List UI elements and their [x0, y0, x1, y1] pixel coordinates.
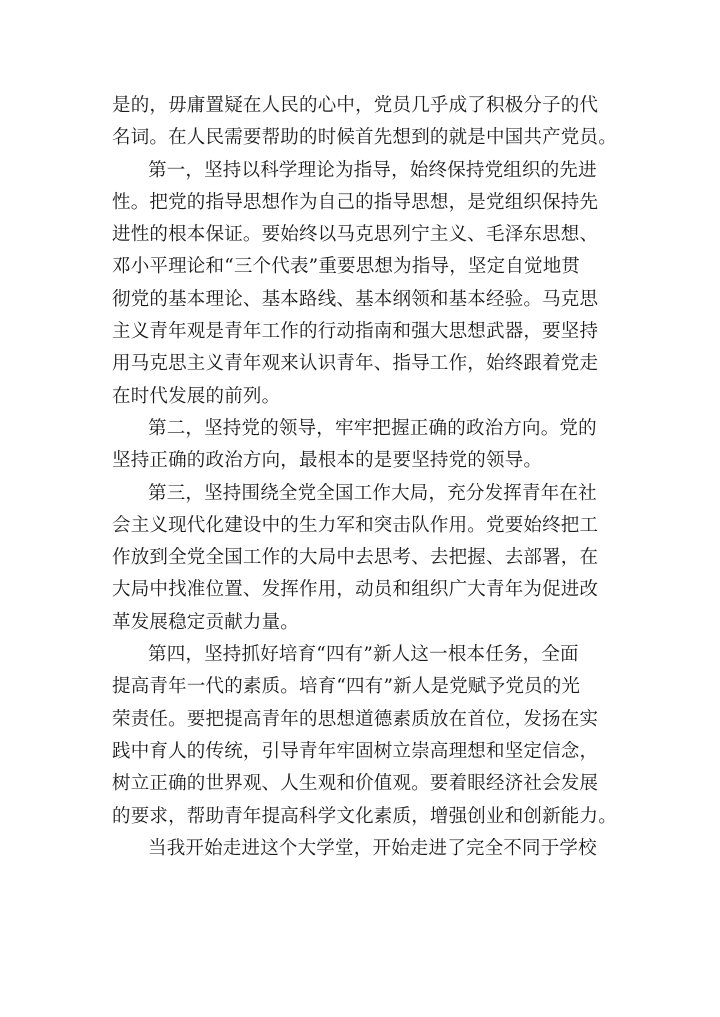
text-line: 会主义现代化建设中的生力军和突击队作用。党要始终把工: [112, 514, 599, 536]
text-line: 邓小平理论和“三个代表”重要思想为指导，坚定自觉地贯: [112, 256, 581, 278]
text-line: 践中育人的传统，引导青年牢固树立崇高理想和坚定信念，: [112, 740, 599, 762]
text-line: 当我开始走进这个大学堂，开始走进了完全不同于学校: [148, 837, 597, 859]
text-line: 第四，坚持抓好培育“四有”新人这一根本任务，全面: [148, 644, 579, 666]
text-line: 大局中找准位置、发挥作用，动员和组织广大青年为促进改: [112, 579, 599, 601]
body-text: [112, 90, 632, 865]
text-line: 第一，坚持以科学理论为指导，始终保持党组织的先进: [148, 159, 597, 181]
text-line: 是的，毋庸置疑在人民的心中，党员几乎成了积极分子的代: [112, 95, 599, 116]
text-line: 树立正确的世界观、人生观和价值观。要着眼经济社会发展: [112, 773, 599, 795]
text-line: 作放到全党全国工作的大局中去思考、去把握、去部署，在: [112, 547, 599, 569]
text-line: 彻党的基本理论、基本路线、基本纲领和基本经验。马克思: [112, 288, 599, 310]
text-line: 第三，坚持围绕全党全国工作大局，充分发挥青年在社: [148, 482, 597, 504]
text-line: 第二，坚持党的领导，牢牢把握正确的政治方向。党的: [148, 417, 597, 439]
text-line: 革发展稳定贡献力量。: [112, 611, 300, 633]
text-line: 提高青年一代的素质。培育“四有”新人是党赋予党员的光: [112, 676, 581, 698]
text-line: 进性的根本保证。要始终以马克思列宁主义、毛泽东思想、: [112, 224, 599, 246]
text-line: 的要求，帮助青年提高科学文化素质，增强创业和创新能力。: [112, 805, 617, 827]
text-line: 主义青年观是青年工作的行动指南和强大思想武器，要坚持: [112, 321, 599, 343]
text-line: 在时代发展的前列。: [112, 385, 281, 407]
text-line: 性。把党的指导思想作为自己的指导思想，是党组织保持先: [112, 191, 599, 213]
text-line: 荣责任。要把提高青年的思想道德素质放在首位，发扬在实: [112, 708, 599, 730]
text-line: 坚持正确的政治方向，最根本的是要坚持党的领导。: [112, 450, 543, 472]
text-line: 用马克思主义青年观来认识青年、指导工作，始终跟着党走: [112, 353, 599, 375]
text-line: 名词。在人民需要帮助的时候首先想到的就是中国共产党员。: [112, 127, 617, 149]
